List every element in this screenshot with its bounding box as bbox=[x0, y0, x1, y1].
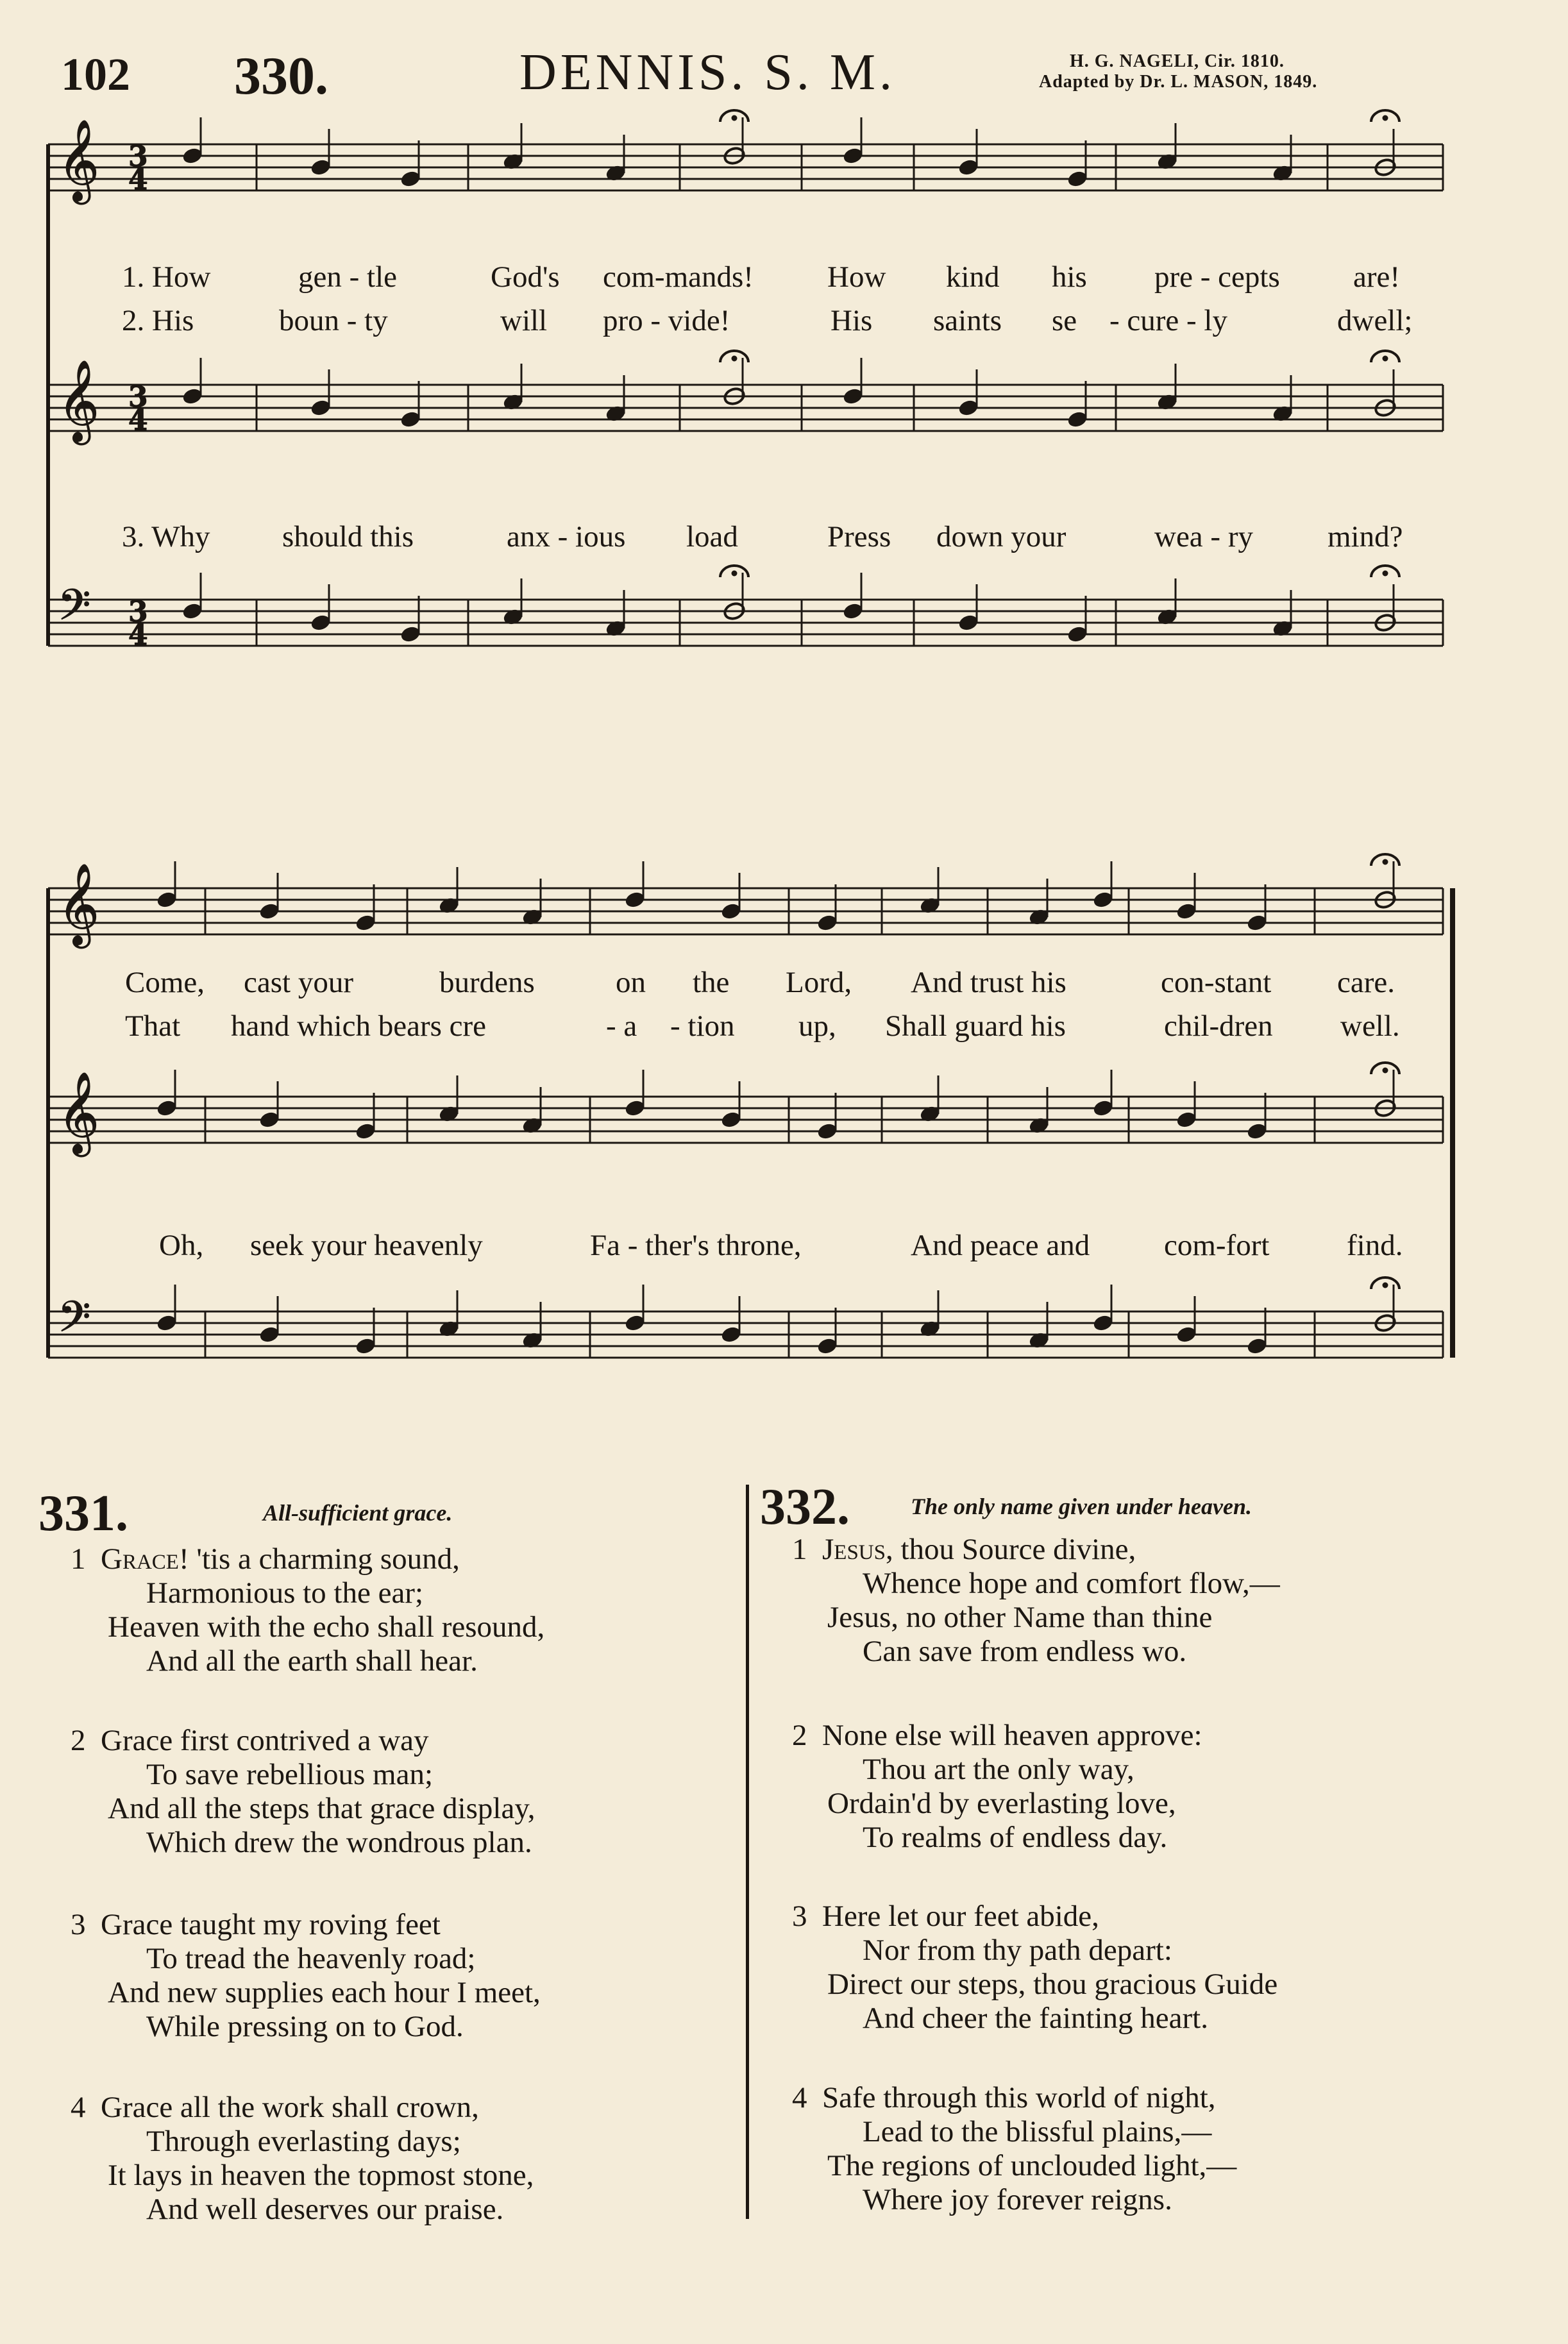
verse-line: And new supplies each hour I meet, bbox=[108, 1976, 541, 2009]
verse-line: The regions of unclouded light,— bbox=[827, 2149, 1237, 2182]
lyric-word: load bbox=[686, 520, 738, 553]
time-signature-top: 3 bbox=[128, 596, 148, 628]
verse-line: Direct our steps, thou gracious Guide bbox=[827, 1968, 1278, 2001]
verse-line: Ordain'd by everlasting love, bbox=[827, 1787, 1176, 1820]
hymn-331-number: 331. bbox=[38, 1485, 128, 1542]
verse-line: Which drew the wondrous plan. bbox=[146, 1826, 532, 1859]
verse-line: Grace all the work shall crown, bbox=[101, 2091, 479, 2124]
fermata-dot bbox=[1383, 859, 1388, 864]
verse-line: ! 'tis a charming sound, bbox=[178, 1542, 460, 1576]
lyric-word: saints bbox=[933, 304, 1002, 337]
verse-line: Grace first contrived a way bbox=[101, 1724, 429, 1757]
lyric-word: boun - ty bbox=[279, 304, 388, 337]
lyric-word: the bbox=[693, 966, 730, 999]
verse-line: Where joy forever reigns. bbox=[863, 2183, 1172, 2216]
hymn-332-verse-4 bbox=[792, 2081, 1236, 2217]
lyric-word: cast your bbox=[244, 966, 353, 999]
lyric-word: mind? bbox=[1328, 520, 1403, 553]
time-signature-bottom: 4 bbox=[128, 404, 148, 437]
verse-line: Can save from endless wo. bbox=[863, 1635, 1187, 1668]
lyric-word: How bbox=[827, 260, 886, 294]
lyric-word: God's bbox=[491, 260, 560, 294]
time-signature-top: 3 bbox=[128, 140, 148, 173]
verse-line: Harmonious to the ear; bbox=[146, 1576, 424, 1610]
treble-clef-icon: 𝄞 bbox=[58, 359, 100, 441]
verse-number: 4 bbox=[71, 2091, 86, 2124]
time-signature-bottom: 4 bbox=[128, 619, 148, 652]
lyric-word: Come, bbox=[125, 966, 205, 999]
treble-clef-icon: 𝄞 bbox=[58, 1071, 100, 1153]
lyric-word: - cure - ly bbox=[1109, 304, 1227, 337]
arranger-line: Adapted by Dr. L. MASON, 1849. bbox=[1039, 72, 1318, 92]
verse-line: To tread the heavenly road; bbox=[146, 1942, 476, 1975]
fermata-dot bbox=[732, 115, 737, 121]
lyric-word: Oh, bbox=[159, 1229, 204, 1262]
lyric-word: Lord, bbox=[786, 966, 852, 999]
verse-lead-word: Jesus bbox=[822, 1533, 886, 1566]
column-divider bbox=[746, 1485, 749, 2219]
lyric-word: gen - tle bbox=[298, 260, 397, 294]
lyric-word: his bbox=[1052, 260, 1087, 294]
lyric-word: 2. His bbox=[122, 304, 194, 337]
lyric-word: Fa - ther's throne, bbox=[590, 1229, 802, 1262]
lyric-word: should this bbox=[282, 520, 414, 553]
verse-number: 1 bbox=[71, 1542, 86, 1576]
lyric-word: find. bbox=[1347, 1229, 1403, 1262]
hymn-title: DENNIS. S. M. bbox=[519, 44, 896, 101]
verse-line: To save rebellious man; bbox=[146, 1758, 434, 1791]
verse-number: 3 bbox=[792, 1900, 807, 1933]
verse-line: And all the steps that grace display, bbox=[108, 1792, 535, 1825]
verse-line: While pressing on to God. bbox=[146, 2010, 464, 2043]
fermata-dot bbox=[732, 356, 737, 361]
verse-number: 1 bbox=[792, 1533, 807, 1566]
verse-line: Safe through this world of night, bbox=[822, 2081, 1216, 2114]
verse-line: Through everlasting days; bbox=[146, 2125, 461, 2158]
verse-line: Grace taught my roving feet bbox=[101, 1908, 441, 1941]
hymn-331-verse-3 bbox=[71, 1908, 541, 2044]
lyric-word: burdens bbox=[439, 966, 535, 999]
verse-line: Here let our feet abide, bbox=[822, 1900, 1099, 1933]
bass-clef-icon: 𝄢 bbox=[58, 580, 91, 640]
time-signature-top: 3 bbox=[128, 381, 148, 414]
lyric-word: dwell; bbox=[1337, 304, 1413, 337]
fermata-dot bbox=[1383, 1283, 1388, 1288]
fermata-dot bbox=[1383, 115, 1388, 121]
lyric-word: 1. How bbox=[122, 260, 211, 294]
lyric-word: That bbox=[125, 1009, 181, 1043]
lyric-word: pre - cepts bbox=[1154, 260, 1280, 294]
lyric-word: com-fort bbox=[1164, 1229, 1270, 1262]
lyric-word: well. bbox=[1340, 1009, 1400, 1043]
verse-line: And all the earth shall hear. bbox=[146, 1644, 478, 1678]
lyric-word: kind bbox=[946, 260, 1000, 294]
lyric-word: - a bbox=[606, 1009, 637, 1043]
fermata-dot bbox=[732, 571, 737, 576]
lyric-word: wea - ry bbox=[1154, 520, 1253, 553]
treble-clef-icon: 𝄞 bbox=[58, 863, 100, 945]
hymn-332-verse-2 bbox=[792, 1719, 1202, 1855]
verse-number: 2 bbox=[792, 1719, 807, 1752]
lyric-word: are! bbox=[1353, 260, 1401, 294]
hymn-331-verse-2 bbox=[71, 1724, 535, 1860]
verse-line: Thou art the only way, bbox=[863, 1753, 1134, 1786]
verse-number: 4 bbox=[792, 2081, 807, 2114]
verse-number: 2 bbox=[71, 1724, 86, 1757]
lyric-word: will bbox=[500, 304, 548, 337]
treble-clef-icon: 𝄞 bbox=[58, 119, 100, 201]
hymn-331-subtitle: All-sufficient grace. bbox=[263, 1500, 453, 1526]
verse-line: Heaven with the echo shall resound, bbox=[108, 1610, 545, 1644]
time-signature-bottom: 4 bbox=[128, 164, 148, 196]
lyric-word: chil-dren bbox=[1164, 1009, 1273, 1043]
lyric-word: And peace and bbox=[911, 1229, 1090, 1262]
verse-line: None else will heaven approve: bbox=[822, 1719, 1202, 1752]
lyric-word: com-mands! bbox=[603, 260, 754, 294]
lyric-word: se bbox=[1052, 304, 1077, 337]
lyric-word: on bbox=[616, 966, 646, 999]
lyric-word: 3. Why bbox=[122, 520, 210, 553]
bass-clef-icon: 𝄢 bbox=[58, 1292, 91, 1352]
verse-line: And well deserves our praise. bbox=[146, 2193, 504, 2226]
lyric-word: down your bbox=[936, 520, 1066, 553]
verse-line: Nor from thy path depart: bbox=[863, 1934, 1172, 1967]
hymn-332-verse-1 bbox=[792, 1533, 1280, 1669]
hymn-332-subtitle: The only name given under heaven. bbox=[911, 1494, 1252, 1519]
hymn-332-number: 332. bbox=[760, 1479, 850, 1535]
verse-line: , thou Source divine, bbox=[886, 1533, 1136, 1566]
hymn-331-verse-4 bbox=[71, 2091, 534, 2227]
hymn-332-verse-3 bbox=[792, 1900, 1277, 2036]
composer-line: H. G. NAGELI, Cir. 1810. bbox=[1070, 51, 1285, 71]
lyric-word: hand which bears cre bbox=[231, 1009, 487, 1043]
verse-number: 3 bbox=[71, 1908, 86, 1941]
lyric-word: con-stant bbox=[1161, 966, 1272, 999]
verse-line: Lead to the blissful plains,— bbox=[863, 2115, 1212, 2148]
lyric-word: up, bbox=[798, 1009, 836, 1043]
page-number: 102 bbox=[61, 49, 130, 100]
lyric-word: And trust his bbox=[911, 966, 1066, 999]
hymn-331-verse-1 bbox=[71, 1542, 544, 1678]
verse-line: It lays in heaven the topmost stone, bbox=[108, 2159, 534, 2192]
lyric-word: care. bbox=[1337, 966, 1395, 999]
lyric-word: His bbox=[830, 304, 873, 337]
verse-line: And cheer the fainting heart. bbox=[863, 2002, 1208, 2035]
lyric-word: seek your heavenly bbox=[250, 1229, 483, 1262]
verse-lead-word: Grace bbox=[101, 1542, 179, 1576]
verse-line: Jesus, no other Name than thine bbox=[827, 1601, 1213, 1634]
fermata-dot bbox=[1383, 571, 1388, 576]
lyric-word: Press bbox=[827, 520, 891, 553]
lyric-word: anx - ious bbox=[507, 520, 626, 553]
hymn-number: 330. bbox=[234, 46, 328, 106]
lyric-word: - tion bbox=[670, 1009, 735, 1043]
verse-line: Whence hope and comfort flow,— bbox=[863, 1567, 1280, 1600]
lyric-word: pro - vide! bbox=[603, 304, 730, 337]
lyric-word: Shall guard his bbox=[885, 1009, 1066, 1043]
fermata-dot bbox=[1383, 356, 1388, 361]
verse-line: To realms of endless day. bbox=[863, 1821, 1168, 1854]
fermata-dot bbox=[1383, 1068, 1388, 1073]
